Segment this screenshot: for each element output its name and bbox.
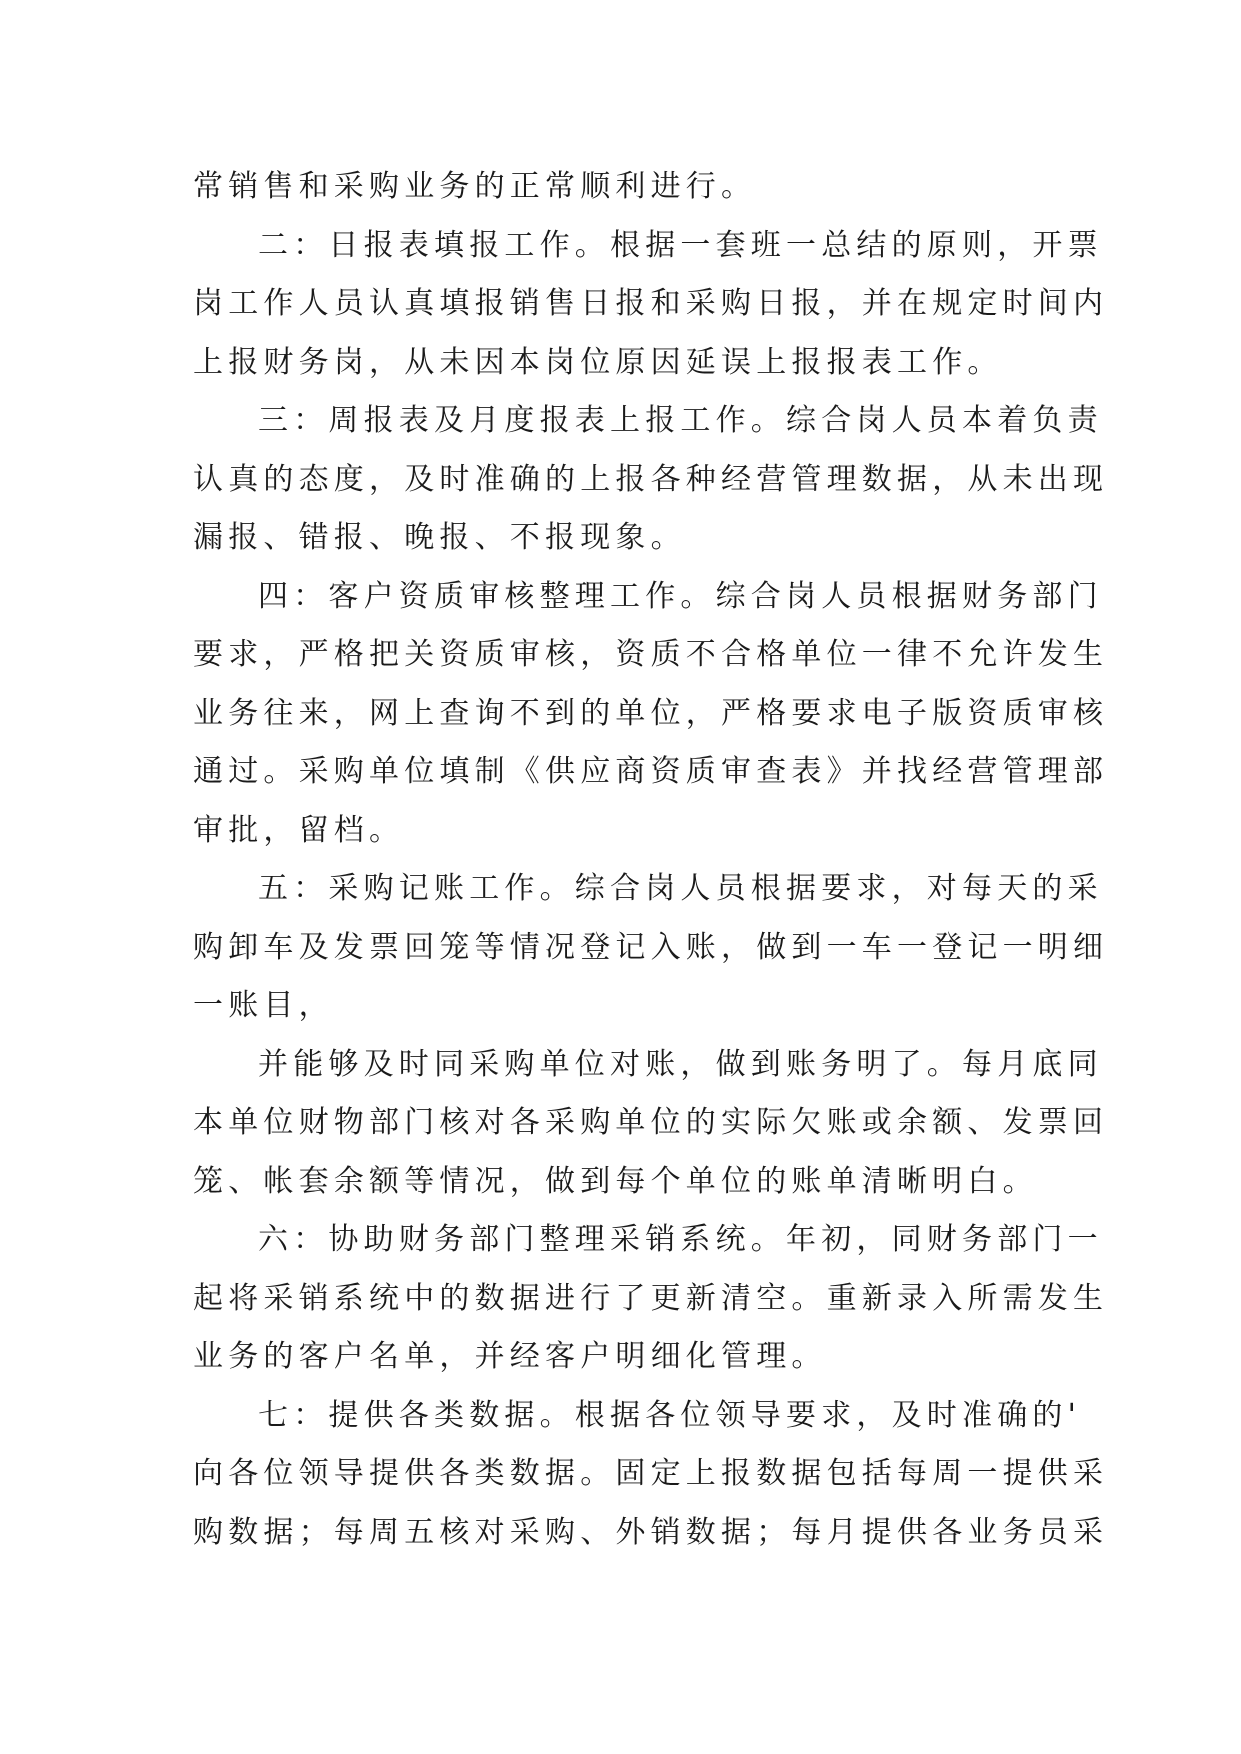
text-line: 五：采购记账工作。综合岗人员根据要求，对每天的采 (258, 871, 1103, 906)
text-line: 一账目， (193, 988, 334, 1023)
text-line: 购卸车及发票回笼等情况登记入账，做到一车一登记一明细 (193, 929, 1109, 965)
text-line: 四：客户资质审核整理工作。综合岗人员根据财务部门 (258, 578, 1103, 614)
text-line: 业务的客户名单，并经客户明细化管理。 (193, 1339, 827, 1374)
text-line: 六：协助财务部门整理采销系统。年初，同财务部门一 (258, 1222, 1103, 1257)
text-line: 起将采销系统中的数据进行了更新清空。重新录入所需发生 (193, 1280, 1109, 1316)
text-line: 通过。采购单位填制《供应商资质审查表》并找经营管理部 (193, 754, 1109, 789)
text-line: 常销售和采购业务的正常顺利进行。 (193, 169, 757, 204)
text-line: 向各位领导提供各类数据。固定上报数据包括每周一提供采 (193, 1456, 1109, 1491)
text-line: 上报财务岗，从未因本岗位原因延误上报报表工作。 (193, 344, 1003, 380)
text-line: 三：周报表及月度报表上报工作。综合岗人员本着负责 (258, 403, 1103, 438)
text-line: 漏报、错报、晚报、不报现象。 (193, 520, 686, 555)
text-line: 岗工作人员认真填报销售日报和采购日报，并在规定时间内 (193, 286, 1109, 321)
text-line: 本单位财物部门核对各采购单位的实际欠账或余额、发票回 (193, 1105, 1109, 1140)
document-body (193, 158, 1109, 1562)
text-line: 认真的态度，及时准确的上报各种经营管理数据，从未出现 (193, 461, 1109, 497)
text-line: 购数据；每周五核对采购、外销数据；每月提供各业务员采 (193, 1514, 1109, 1550)
text-line: 并能够及时同采购单位对账，做到账务明了。每月底同 (258, 1046, 1103, 1082)
text-line: 笼、帐套余额等情况，做到每个单位的账单清晰明白。 (193, 1163, 1038, 1199)
text-line: 二：日报表填报工作。根据一套班一总结的原则，开票 (258, 227, 1103, 263)
text-line: 审批，留档。 (193, 812, 405, 848)
text-line: 业务往来，网上查询不到的单位，严格要求电子版资质审核 (193, 695, 1109, 731)
text-line: 七：提供各类数据。根据各位领导要求，及时准确的' (258, 1397, 1082, 1433)
text-line: 要求，严格把关资质审核，资质不合格单位一律不允许发生 (193, 637, 1109, 672)
